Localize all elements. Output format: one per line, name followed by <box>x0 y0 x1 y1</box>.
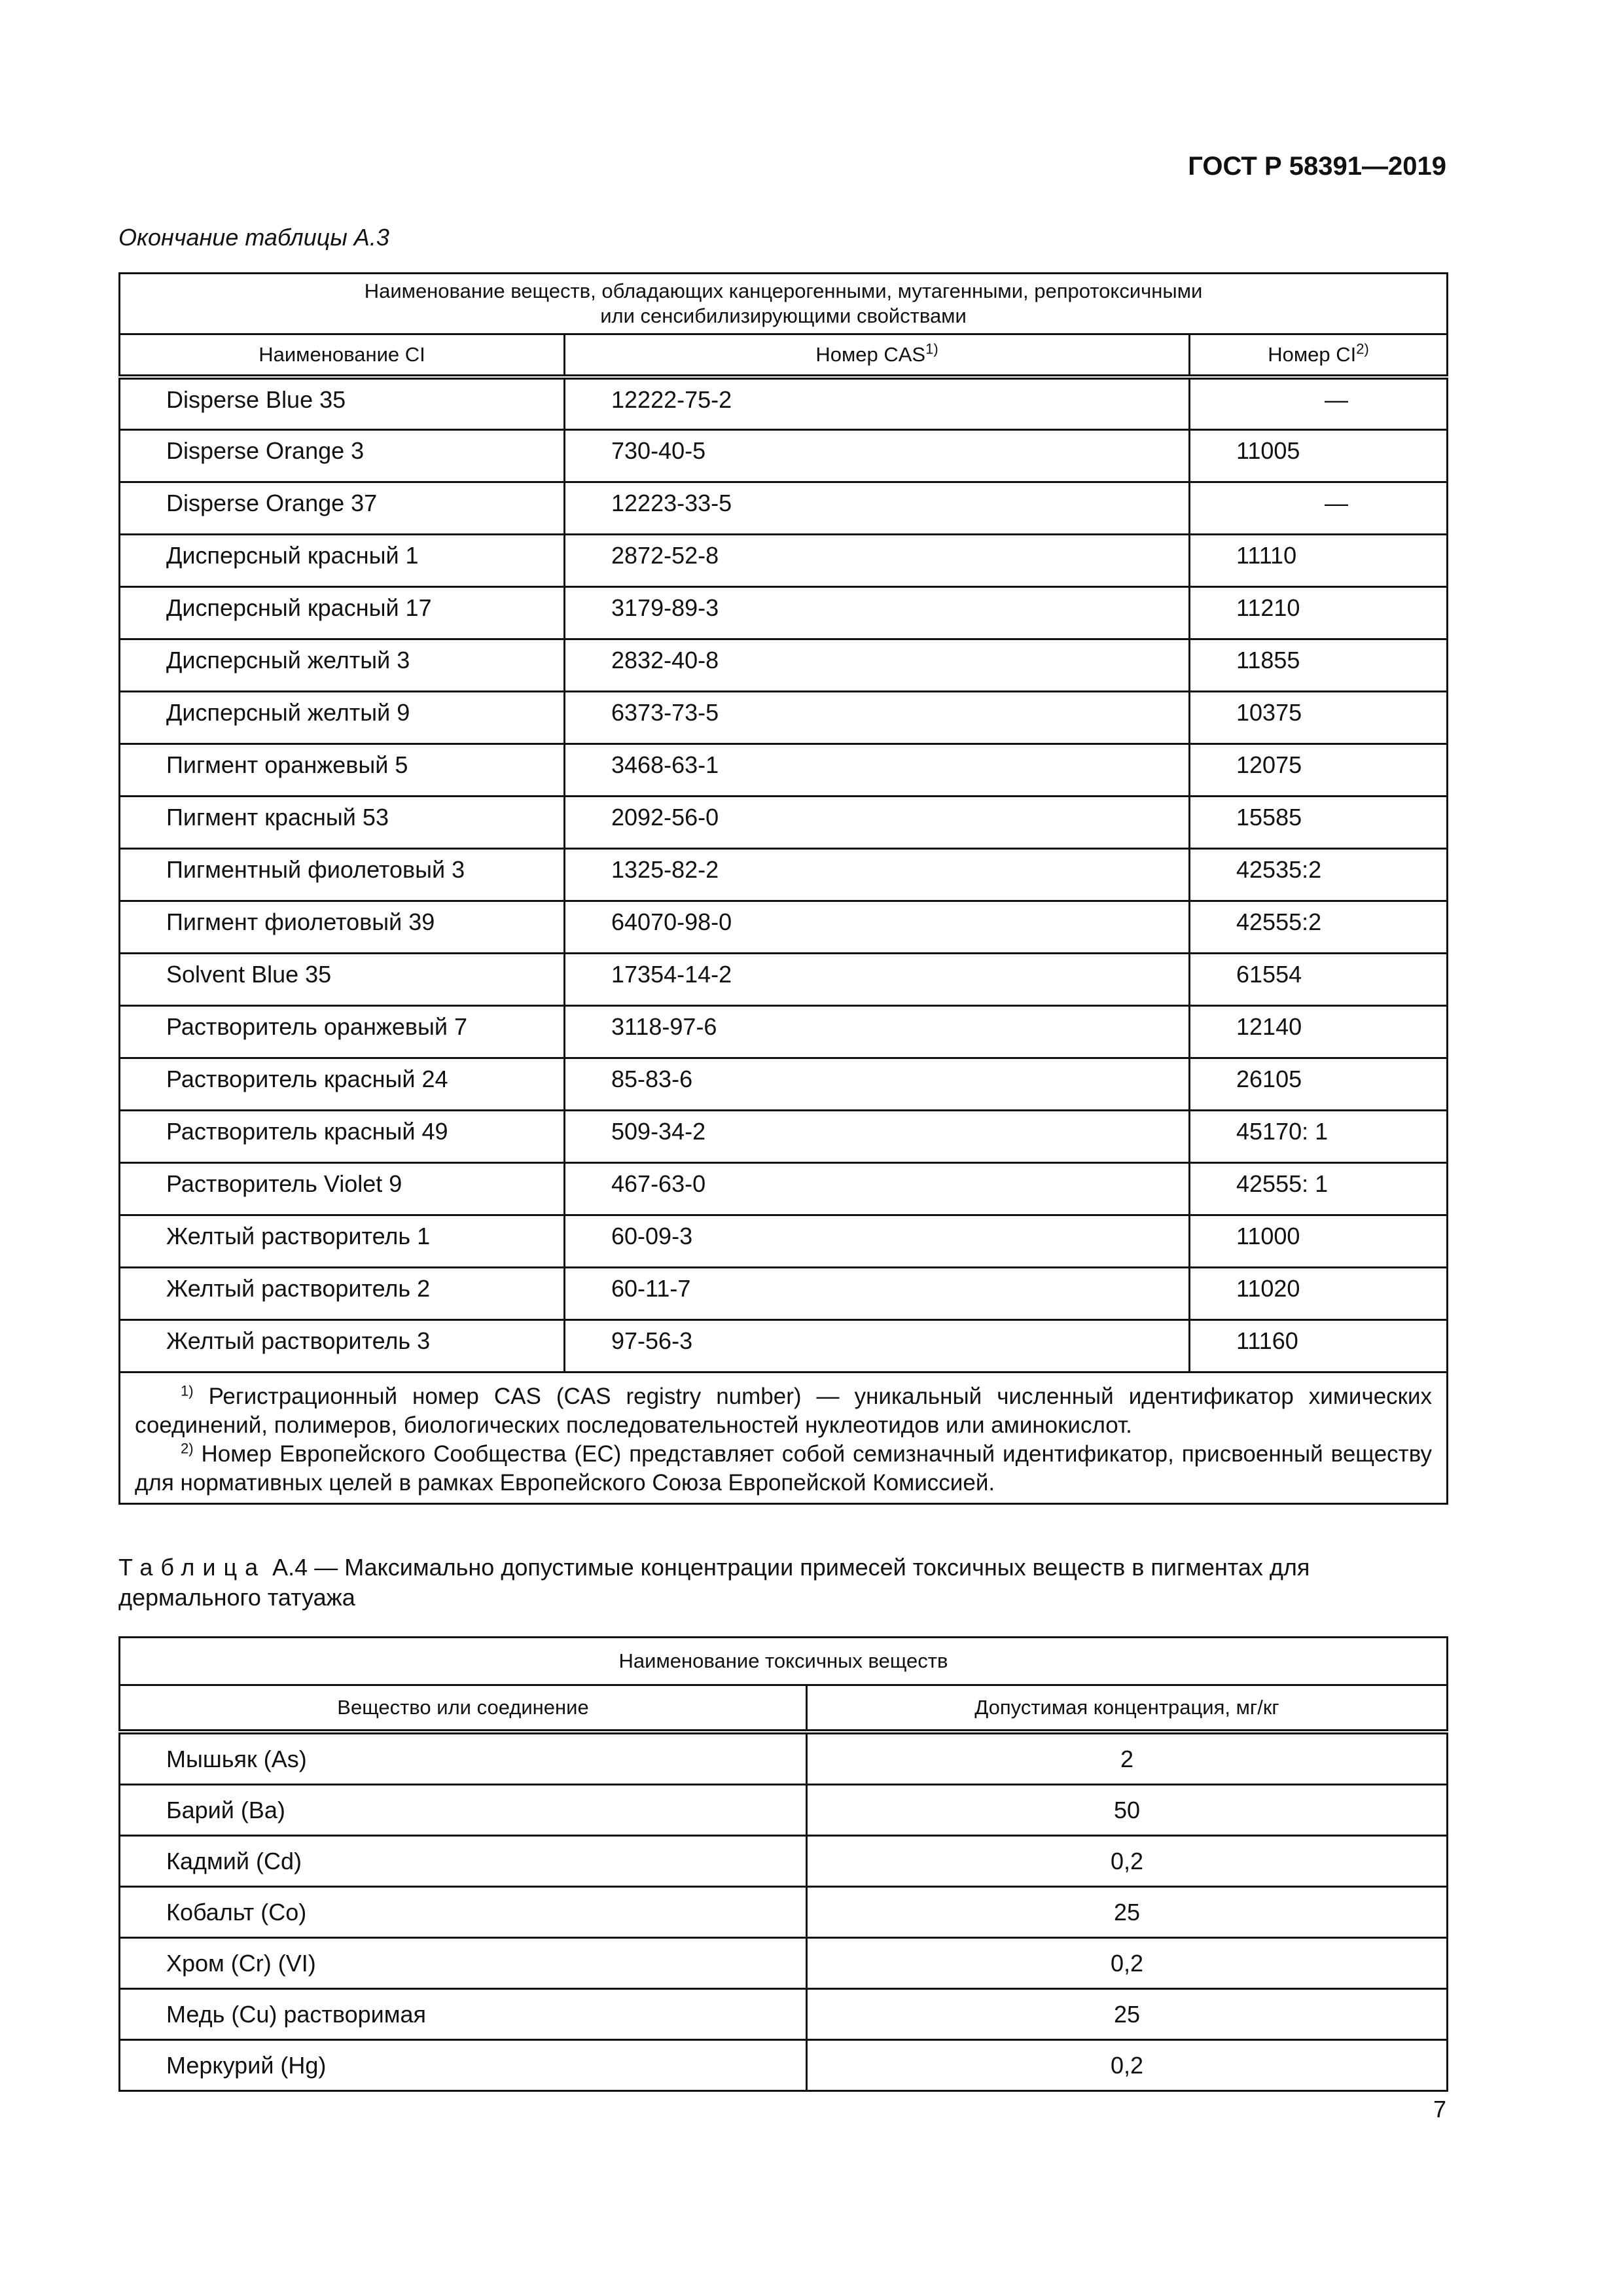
cell-ci-number: 11160 <box>1190 1319 1448 1372</box>
cell-cas-number: 3179-89-3 <box>565 586 1190 639</box>
cell-ci-number: 42555:2 <box>1190 901 1448 953</box>
cell-ci-number: 12075 <box>1190 744 1448 796</box>
footnote-1-text: Регистрационный номер CAS (CAS registry number) — уникальный численный идентификатор химических соединений, полимеров, биологических последовательностей нуклеотидов или аминокислот. <box>135 1383 1433 1438</box>
cell-cas-number: 60-09-3 <box>565 1215 1190 1267</box>
cell-substance: Кобальт (Со) <box>120 1887 807 1938</box>
cell-concentration: 2 <box>807 1732 1448 1785</box>
table-row <box>120 534 1448 586</box>
table-a3-group-header-line1: Наименование веществ, обладающих канцерогенными, мутагенными, репротоксичными <box>364 279 1203 302</box>
cell-ci-number: 61554 <box>1190 953 1448 1005</box>
cell-ci-name: Растворитель красный 49 <box>120 1110 565 1162</box>
table-a4-group-header: Наименование токсичных веществ <box>120 1638 1448 1685</box>
footnote-1-mark: 1) <box>181 1382 194 1399</box>
cell-cas-number: 3468-63-1 <box>565 744 1190 796</box>
cell-concentration: 25 <box>807 1887 1448 1938</box>
cell-substance: Кадмий (Cd) <box>120 1836 807 1887</box>
table-row <box>120 1058 1448 1110</box>
table-row <box>120 1989 1448 2040</box>
cell-ci-number: 12140 <box>1190 1005 1448 1058</box>
table-a4-body <box>120 1732 1448 2091</box>
cell-cas-number: 2872-52-8 <box>565 534 1190 586</box>
cell-ci-name: Дисперсный желтый 3 <box>120 639 565 691</box>
cell-ci-name: Solvent Blue 35 <box>120 953 565 1005</box>
cell-ci-number: 42535:2 <box>1190 848 1448 901</box>
footnote-1 <box>135 1382 1432 1440</box>
cell-ci-name: Желтый растворитель 3 <box>120 1319 565 1372</box>
cell-cas-number: 1325-82-2 <box>565 848 1190 901</box>
cell-cas-number: 12223-33-5 <box>565 482 1190 534</box>
page-number: 7 <box>1433 2096 1446 2123</box>
cell-concentration: 25 <box>807 1989 1448 2040</box>
footnote-2-mark: 2) <box>181 1439 194 1456</box>
table-row <box>120 1836 1448 1887</box>
table-row <box>120 744 1448 796</box>
table-a3-caption: Окончание таблицы А.3 <box>118 224 389 251</box>
cell-ci-name: Растворитель красный 24 <box>120 1058 565 1110</box>
cell-ci-name: Дисперсный красный 17 <box>120 586 565 639</box>
table-row <box>120 429 1448 482</box>
cell-ci-number: 15585 <box>1190 796 1448 848</box>
table-a4 <box>118 1636 1448 2092</box>
table-a3-body <box>120 377 1448 1372</box>
table-row <box>120 1732 1448 1785</box>
table-row <box>120 586 1448 639</box>
footnote-ref-1: 1) <box>925 340 938 357</box>
cell-ci-number: 11855 <box>1190 639 1448 691</box>
table-row <box>120 482 1448 534</box>
table-row <box>120 796 1448 848</box>
cell-cas-number: 17354-14-2 <box>565 953 1190 1005</box>
cell-ci-name: Желтый растворитель 2 <box>120 1267 565 1319</box>
table-row <box>120 2040 1448 2091</box>
cell-cas-number: 12222-75-2 <box>565 377 1190 429</box>
cell-substance: Хром (Cr) (VI) <box>120 1938 807 1989</box>
column-header-ci-name-text: Наименование CI <box>259 343 425 366</box>
cell-ci-number: 11110 <box>1190 534 1448 586</box>
cell-cas-number: 3118-97-6 <box>565 1005 1190 1058</box>
cell-ci-name: Дисперсный красный 1 <box>120 534 565 586</box>
table-a4-caption <box>118 1552 1446 1613</box>
cell-ci-name: Disperse Orange 3 <box>120 429 565 482</box>
table-a3 <box>118 272 1448 1505</box>
table-row <box>120 1110 1448 1162</box>
table-row <box>120 1267 1448 1319</box>
table-row <box>120 1887 1448 1938</box>
cell-ci-name: Disperse Blue 35 <box>120 377 565 429</box>
cell-ci-name: Disperse Orange 37 <box>120 482 565 534</box>
cell-ci-number: — <box>1190 482 1448 534</box>
column-header-cas-number <box>565 334 1190 378</box>
cell-cas-number: 6373-73-5 <box>565 691 1190 744</box>
table-row <box>120 901 1448 953</box>
table-row <box>120 691 1448 744</box>
table-row <box>120 1319 1448 1372</box>
table-row <box>120 953 1448 1005</box>
column-header-cas-text: Номер CAS <box>815 343 926 366</box>
cell-concentration: 0,2 <box>807 1836 1448 1887</box>
table-row <box>120 377 1448 429</box>
document-standard-number: ГОСТ Р 58391—2019 <box>1188 152 1446 181</box>
cell-ci-number: 11005 <box>1190 429 1448 482</box>
cell-ci-number: 11020 <box>1190 1267 1448 1319</box>
cell-ci-name: Желтый растворитель 1 <box>120 1215 565 1267</box>
table-row <box>120 848 1448 901</box>
column-header-ci-number <box>1190 334 1448 378</box>
cell-cas-number: 60-11-7 <box>565 1267 1190 1319</box>
cell-ci-number: 42555: 1 <box>1190 1162 1448 1215</box>
cell-ci-name: Пигмент красный 53 <box>120 796 565 848</box>
cell-substance: Медь (Сu) растворимая <box>120 1989 807 2040</box>
table-row <box>120 639 1448 691</box>
cell-substance: Барий (Ва) <box>120 1785 807 1836</box>
column-header-substance: Вещество или соединение <box>120 1685 807 1732</box>
column-header-ci-text: Номер CI <box>1268 343 1357 366</box>
cell-ci-name: Растворитель оранжевый 7 <box>120 1005 565 1058</box>
cell-cas-number: 64070-98-0 <box>565 901 1190 953</box>
cell-ci-name: Пигмент оранжевый 5 <box>120 744 565 796</box>
table-a3-group-header-line2: или сенсибилизирующими свойствами <box>600 304 967 327</box>
cell-ci-number: — <box>1190 377 1448 429</box>
table-row <box>120 1938 1448 1989</box>
footnote-2-text: Номер Европейского Сообщества (ЕС) представляет собой семизначный идентификатор, присвоенный веществу для нормативных целей в рамках Европейского Союза Европейской Комиссией. <box>135 1441 1433 1496</box>
cell-ci-name: Растворитель Violet 9 <box>120 1162 565 1215</box>
footnote-ref-2: 2) <box>1356 340 1369 357</box>
column-header-ci-name <box>120 334 565 378</box>
table-row <box>120 1785 1448 1836</box>
column-header-concentration: Допустимая концентрация, мг/кг <box>807 1685 1448 1732</box>
footnote-2 <box>135 1440 1432 1498</box>
cell-ci-number: 11000 <box>1190 1215 1448 1267</box>
cell-ci-number: 11210 <box>1190 586 1448 639</box>
cell-substance: Мышьяк (As) <box>120 1732 807 1785</box>
cell-ci-number: 45170: 1 <box>1190 1110 1448 1162</box>
table-row <box>120 1215 1448 1267</box>
cell-cas-number: 730-40-5 <box>565 429 1190 482</box>
cell-substance: Меркурий (Hg) <box>120 2040 807 2091</box>
cell-cas-number: 509-34-2 <box>565 1110 1190 1162</box>
table-a3-footnotes <box>120 1372 1448 1503</box>
table-a4-caption-text: А.4 — Максимально допустимые концентрации примесей токсичных веществ в пигментах для дермального татуажа <box>118 1554 1310 1611</box>
cell-ci-name: Дисперсный желтый 9 <box>120 691 565 744</box>
table-row <box>120 1005 1448 1058</box>
cell-concentration: 0,2 <box>807 1938 1448 1989</box>
cell-concentration: 50 <box>807 1785 1448 1836</box>
table-row <box>120 1162 1448 1215</box>
cell-cas-number: 2092-56-0 <box>565 796 1190 848</box>
cell-ci-number: 26105 <box>1190 1058 1448 1110</box>
cell-cas-number: 85-83-6 <box>565 1058 1190 1110</box>
cell-cas-number: 467-63-0 <box>565 1162 1190 1215</box>
cell-cas-number: 97-56-3 <box>565 1319 1190 1372</box>
cell-concentration: 0,2 <box>807 2040 1448 2091</box>
cell-ci-name: Пигмент фиолетовый 39 <box>120 901 565 953</box>
cell-cas-number: 2832-40-8 <box>565 639 1190 691</box>
table-a4-caption-label: Таблица <box>118 1554 266 1581</box>
table-a3-group-header <box>120 274 1448 334</box>
cell-ci-number: 10375 <box>1190 691 1448 744</box>
cell-ci-name: Пигментный фиолетовый 3 <box>120 848 565 901</box>
